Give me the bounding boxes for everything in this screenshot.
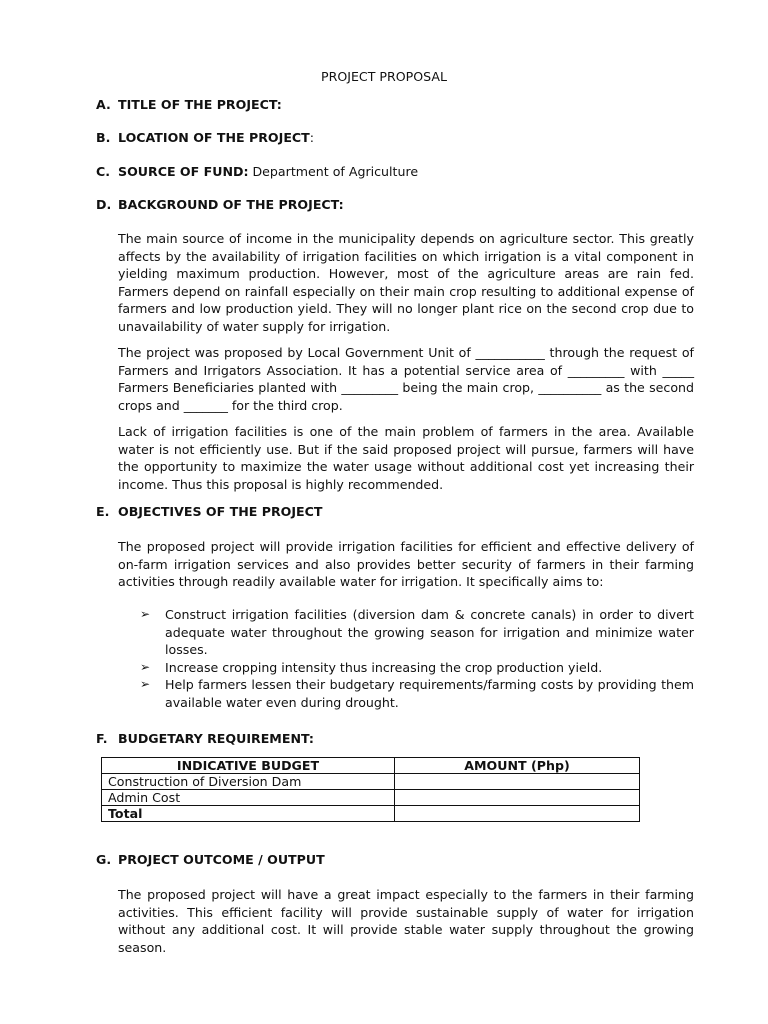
table-header: AMOUNT (Php) <box>395 758 640 774</box>
section-b-heading <box>96 130 314 146</box>
objective-text: Increase cropping intensity thus increasing the crop production yield. <box>165 659 603 675</box>
table-cell: Construction of Diversion Dam <box>102 774 395 790</box>
list-item <box>140 659 694 677</box>
objectives-intro: The proposed project will provide irrigation facilities for efficient and effective delivery of on-farm irrigation services and also provides better security of farmers in their farming activities through readily available water for irrigation. It specifically aims to: <box>118 539 694 590</box>
section-label: TITLE OF THE PROJECT: <box>118 97 282 112</box>
table-header: INDICATIVE BUDGET <box>102 758 395 774</box>
outcome-paragraph: The proposed project will have a great impact especially to the farmers in their farming activities. This efficient facility will provide sustainable supply of water for irrigation without any additional cost. It will provide stable water supply throughout the growing season. <box>118 887 694 955</box>
section-label: OBJECTIVES OF THE PROJECT <box>118 504 323 519</box>
section-label: LOCATION OF THE PROJECT <box>118 130 310 145</box>
arrow-bullet-icon: ➢ <box>140 659 151 674</box>
section-a-heading <box>96 97 282 113</box>
fund-source-value: Department of Agriculture <box>248 164 419 179</box>
table-cell: Admin Cost <box>102 790 395 806</box>
section-f-heading <box>96 731 314 747</box>
background-paragraph-3: Lack of irrigation facilities is one of the main problem of farmers in the area. Available water is not efficiently use. But if the said proposed project will pursue, farmers will have the opportunity to maximize the water usage without additional cost yet increasing their income. Thus this proposal is highly recommended. <box>118 424 694 492</box>
table-cell-total: Total <box>102 806 395 822</box>
table-row <box>102 790 640 806</box>
section-letter: C. <box>96 164 111 179</box>
objective-text: Construct irrigation facilities (diversion dam & concrete canals) in order to divert adequate water throughout the growing season for irrigation and minimize water losses. <box>165 607 694 658</box>
section-g-heading <box>96 852 325 868</box>
table-cell <box>395 774 640 790</box>
arrow-bullet-icon: ➢ <box>140 677 151 692</box>
table-header-row <box>102 758 640 774</box>
section-label: BUDGETARY REQUIREMENT: <box>118 731 314 746</box>
section-label: PROJECT OUTCOME / OUTPUT <box>118 852 325 867</box>
table-cell <box>395 790 640 806</box>
section-letter: D. <box>96 197 112 212</box>
document-title: PROJECT PROPOSAL <box>320 69 448 84</box>
section-e-heading <box>96 504 322 520</box>
section-label: SOURCE OF FUND: <box>118 164 249 179</box>
background-paragraph-1: The main source of income in the municipality depends on agriculture sector. This greatly affects by the availability of irrigation facilities on which irrigation is a vital component in yielding maximum production. However, most of the agriculture areas are rain fed. Farmers depend on rainfall especially on their main crop resulting to additional expense of farmers and low production yield. They will no longer plant rice on the second crop due to unavailability of water supply for irrigation. <box>118 231 694 334</box>
section-letter: B. <box>96 130 111 145</box>
table-row <box>102 806 640 822</box>
table-cell <box>395 806 640 822</box>
section-label: BACKGROUND OF THE PROJECT: <box>118 197 344 212</box>
section-letter: A. <box>96 97 111 112</box>
section-letter: G. <box>96 852 112 867</box>
table-row <box>102 774 640 790</box>
objective-text: Help farmers lessen their budgetary requirements/farming costs by providing them available water even during drought. <box>165 677 694 710</box>
budget-table <box>101 757 640 822</box>
section-d-heading <box>96 197 344 213</box>
section-c-heading <box>96 164 418 180</box>
arrow-bullet-icon: ➢ <box>140 607 151 621</box>
objectives-list <box>140 606 694 712</box>
section-suffix: : <box>309 130 315 145</box>
list-item <box>140 676 694 711</box>
background-paragraph-2: The project was proposed by Local Government Unit of ___________ through the request of Farmers and Irrigators Association. It has a potential service area of _________ with _____ Farmers Beneficiaries planted with _________ being the main crop, __________ as the second crops and _______ for the third crop. <box>118 345 694 413</box>
section-letter: F. <box>96 731 108 746</box>
list-item <box>140 606 694 659</box>
section-letter: E. <box>96 504 110 519</box>
